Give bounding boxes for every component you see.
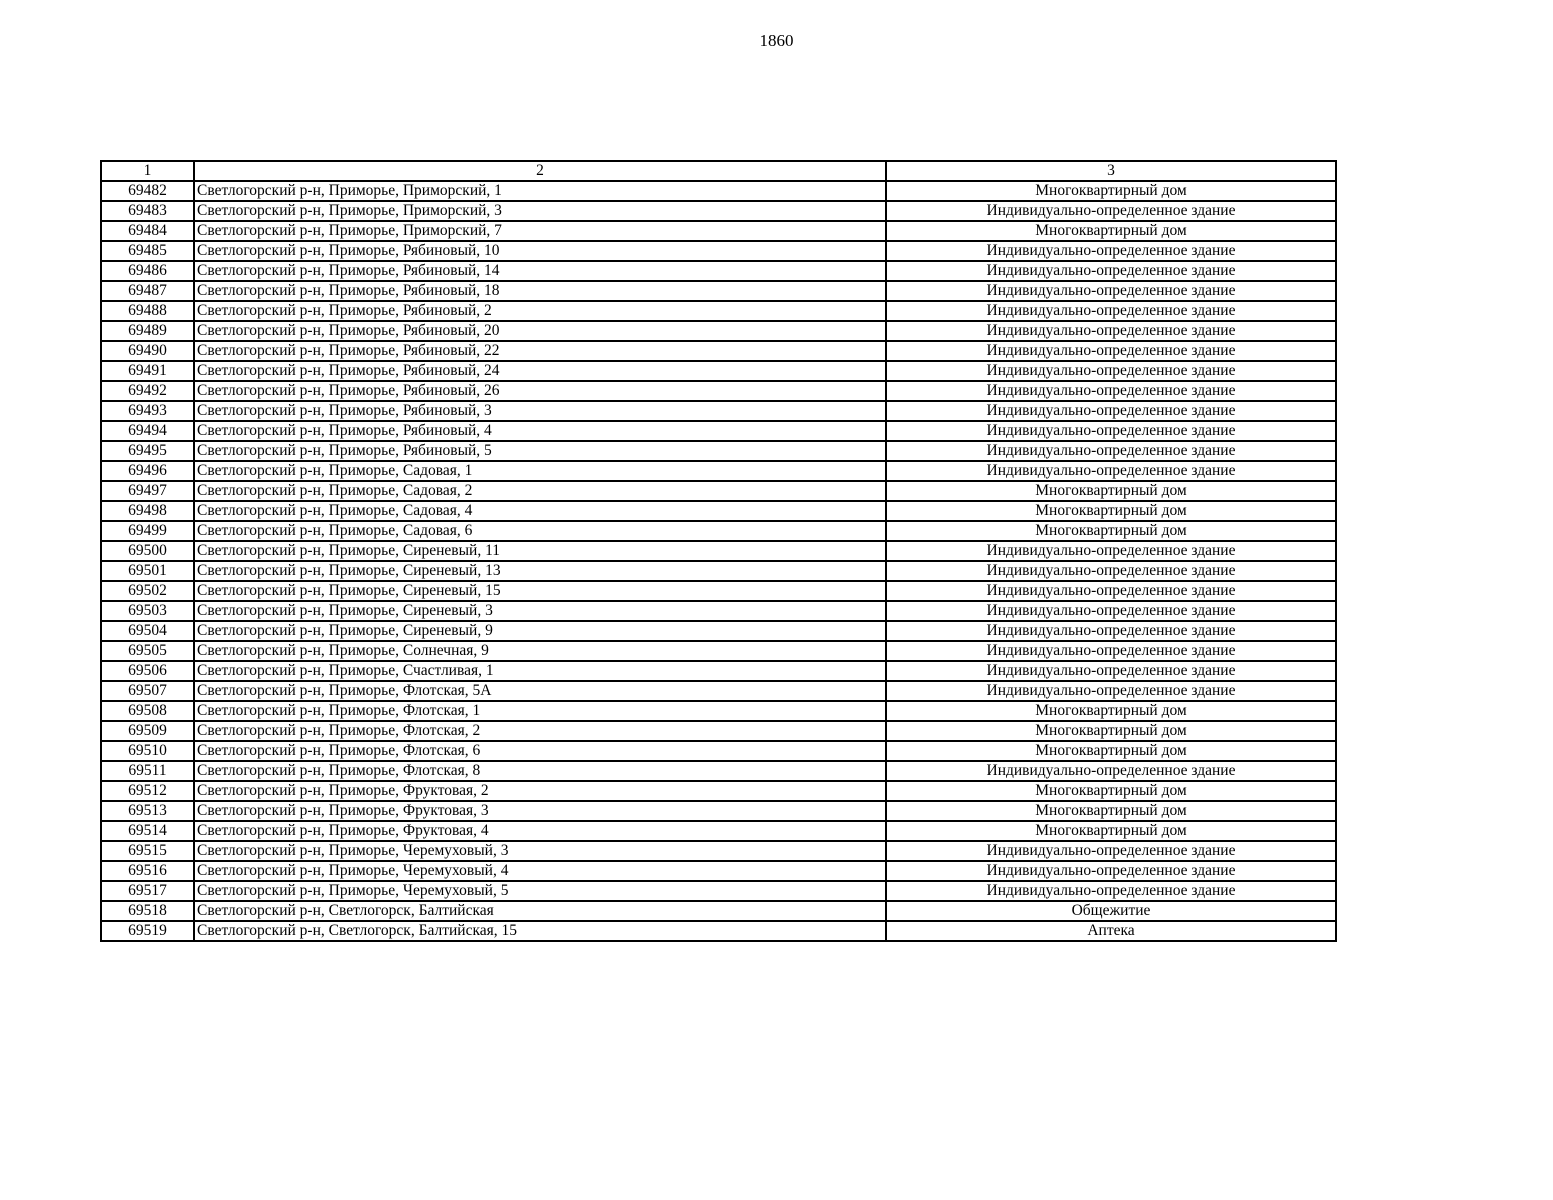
building-type-cell: Общежитие <box>886 901 1336 921</box>
table-row <box>101 901 1336 921</box>
table-row <box>101 801 1336 821</box>
row-id-cell: 69496 <box>101 461 194 481</box>
row-id-cell: 69501 <box>101 561 194 581</box>
table-row <box>101 341 1336 361</box>
table-body <box>101 181 1336 941</box>
building-type-cell: Индивидуально-определенное здание <box>886 401 1336 421</box>
building-type-cell: Индивидуально-определенное здание <box>886 361 1336 381</box>
row-id-cell: 69503 <box>101 601 194 621</box>
building-type-cell: Многоквартирный дом <box>886 481 1336 501</box>
column-number-row <box>101 161 1336 181</box>
table-row <box>101 281 1336 301</box>
table-row <box>101 561 1336 581</box>
table-row <box>101 581 1336 601</box>
row-id-cell: 69491 <box>101 361 194 381</box>
address-cell: Светлогорский р-н, Приморье, Садовая, 6 <box>194 521 886 541</box>
row-id-cell: 69504 <box>101 621 194 641</box>
table-row <box>101 541 1336 561</box>
row-id-cell: 69488 <box>101 301 194 321</box>
table-row <box>101 181 1336 201</box>
row-id-cell: 69508 <box>101 701 194 721</box>
address-cell: Светлогорский р-н, Приморье, Счастливая, 1 <box>194 661 886 681</box>
row-id-cell: 69506 <box>101 661 194 681</box>
row-id-cell: 69502 <box>101 581 194 601</box>
building-type-cell: Индивидуально-определенное здание <box>886 861 1336 881</box>
row-id-cell: 69507 <box>101 681 194 701</box>
table-row <box>101 741 1336 761</box>
address-cell: Светлогорский р-н, Приморье, Флотская, 2 <box>194 721 886 741</box>
table-row <box>101 621 1336 641</box>
row-id-cell: 69493 <box>101 401 194 421</box>
address-cell: Светлогорский р-н, Приморье, Рябиновый, 24 <box>194 361 886 381</box>
address-cell: Светлогорский р-н, Приморье, Фруктовая, 4 <box>194 821 886 841</box>
address-cell: Светлогорский р-н, Светлогорск, Балтийская, 15 <box>194 921 886 941</box>
table-row <box>101 441 1336 461</box>
table-row <box>101 821 1336 841</box>
building-type-cell: Индивидуально-определенное здание <box>886 661 1336 681</box>
building-type-cell: Индивидуально-определенное здание <box>886 681 1336 701</box>
address-cell: Светлогорский р-н, Светлогорск, Балтийская <box>194 901 886 921</box>
building-type-cell: Многоквартирный дом <box>886 821 1336 841</box>
address-cell: Светлогорский р-н, Приморье, Садовая, 2 <box>194 481 886 501</box>
address-cell: Светлогорский р-н, Приморье, Солнечная, 9 <box>194 641 886 661</box>
table-row <box>101 381 1336 401</box>
address-cell: Светлогорский р-н, Приморье, Черемуховый, 4 <box>194 861 886 881</box>
building-type-cell: Индивидуально-определенное здание <box>886 421 1336 441</box>
row-id-cell: 69519 <box>101 921 194 941</box>
table-row <box>101 881 1336 901</box>
row-id-cell: 69505 <box>101 641 194 661</box>
address-cell: Светлогорский р-н, Приморье, Рябиновый, 5 <box>194 441 886 461</box>
building-type-cell: Индивидуально-определенное здание <box>886 441 1336 461</box>
row-id-cell: 69485 <box>101 241 194 261</box>
table-row <box>101 681 1336 701</box>
address-cell: Светлогорский р-н, Приморье, Садовая, 1 <box>194 461 886 481</box>
row-id-cell: 69495 <box>101 441 194 461</box>
row-id-cell: 69510 <box>101 741 194 761</box>
building-type-cell: Многоквартирный дом <box>886 801 1336 821</box>
address-cell: Светлогорский р-н, Приморье, Рябиновый, 22 <box>194 341 886 361</box>
table-row <box>101 201 1336 221</box>
table-row <box>101 481 1336 501</box>
row-id-cell: 69492 <box>101 381 194 401</box>
table-row <box>101 501 1336 521</box>
address-cell: Светлогорский р-н, Приморье, Приморский, 1 <box>194 181 886 201</box>
building-type-cell: Индивидуально-определенное здание <box>886 201 1336 221</box>
column-number-3: 3 <box>886 161 1336 181</box>
building-type-cell: Аптека <box>886 921 1336 941</box>
building-type-cell: Индивидуально-определенное здание <box>886 601 1336 621</box>
row-id-cell: 69511 <box>101 761 194 781</box>
building-type-cell: Индивидуально-определенное здание <box>886 841 1336 861</box>
building-type-cell: Многоквартирный дом <box>886 221 1336 241</box>
building-type-cell: Индивидуально-определенное здание <box>886 261 1336 281</box>
table-row <box>101 921 1336 941</box>
row-id-cell: 69487 <box>101 281 194 301</box>
row-id-cell: 69500 <box>101 541 194 561</box>
building-type-cell: Индивидуально-определенное здание <box>886 581 1336 601</box>
address-cell: Светлогорский р-н, Приморье, Рябиновый, 10 <box>194 241 886 261</box>
building-type-cell: Индивидуально-определенное здание <box>886 341 1336 361</box>
table-row <box>101 781 1336 801</box>
building-type-cell: Индивидуально-определенное здание <box>886 561 1336 581</box>
address-cell: Светлогорский р-н, Приморье, Рябиновый, 26 <box>194 381 886 401</box>
address-cell: Светлогорский р-н, Приморье, Рябиновый, 2 <box>194 301 886 321</box>
building-type-cell: Индивидуально-определенное здание <box>886 281 1336 301</box>
address-cell: Светлогорский р-н, Приморье, Флотская, 5А <box>194 681 886 701</box>
table-row <box>101 601 1336 621</box>
page-number: 1860 <box>759 31 794 50</box>
address-cell: Светлогорский р-н, Приморье, Черемуховый, 3 <box>194 841 886 861</box>
row-id-cell: 69483 <box>101 201 194 221</box>
address-cell: Светлогорский р-н, Приморье, Фруктовая, 3 <box>194 801 886 821</box>
row-id-cell: 69484 <box>101 221 194 241</box>
address-cell: Светлогорский р-н, Приморье, Рябиновый, 14 <box>194 261 886 281</box>
table-row <box>101 661 1336 681</box>
building-type-cell: Индивидуально-определенное здание <box>886 761 1336 781</box>
address-cell: Светлогорский р-н, Приморье, Сиреневый, 9 <box>194 621 886 641</box>
column-number-1: 1 <box>101 161 194 181</box>
address-cell: Светлогорский р-н, Приморье, Садовая, 4 <box>194 501 886 521</box>
building-type-cell: Многоквартирный дом <box>886 501 1336 521</box>
building-type-cell: Индивидуально-определенное здание <box>886 461 1336 481</box>
building-type-cell: Индивидуально-определенное здание <box>886 321 1336 341</box>
table-row <box>101 841 1336 861</box>
table-row <box>101 761 1336 781</box>
address-cell: Светлогорский р-н, Приморье, Приморский, 3 <box>194 201 886 221</box>
building-type-cell: Индивидуально-определенное здание <box>886 881 1336 901</box>
table-row <box>101 241 1336 261</box>
table-row <box>101 361 1336 381</box>
building-type-cell: Многоквартирный дом <box>886 181 1336 201</box>
building-type-cell: Многоквартирный дом <box>886 741 1336 761</box>
address-cell: Светлогорский р-н, Приморье, Сиреневый, 3 <box>194 601 886 621</box>
building-type-cell: Индивидуально-определенное здание <box>886 541 1336 561</box>
table-row <box>101 221 1336 241</box>
table-row <box>101 861 1336 881</box>
row-id-cell: 69514 <box>101 821 194 841</box>
address-cell: Светлогорский р-н, Приморье, Приморский, 7 <box>194 221 886 241</box>
table-row <box>101 701 1336 721</box>
row-id-cell: 69518 <box>101 901 194 921</box>
table-row <box>101 461 1336 481</box>
table-row <box>101 721 1336 741</box>
property-table <box>100 160 1337 942</box>
row-id-cell: 69497 <box>101 481 194 501</box>
address-cell: Светлогорский р-н, Приморье, Фруктовая, 2 <box>194 781 886 801</box>
building-type-cell: Многоквартирный дом <box>886 781 1336 801</box>
table-row <box>101 261 1336 281</box>
row-id-cell: 69515 <box>101 841 194 861</box>
address-cell: Светлогорский р-н, Приморье, Рябиновый, 18 <box>194 281 886 301</box>
row-id-cell: 69509 <box>101 721 194 741</box>
address-cell: Светлогорский р-н, Приморье, Сиреневый, 11 <box>194 541 886 561</box>
row-id-cell: 69512 <box>101 781 194 801</box>
address-cell: Светлогорский р-н, Приморье, Черемуховый, 5 <box>194 881 886 901</box>
address-cell: Светлогорский р-н, Приморье, Сиреневый, 15 <box>194 581 886 601</box>
row-id-cell: 69513 <box>101 801 194 821</box>
building-type-cell: Многоквартирный дом <box>886 521 1336 541</box>
table-row <box>101 321 1336 341</box>
table-row <box>101 641 1336 661</box>
table-row <box>101 421 1336 441</box>
building-type-cell: Индивидуально-определенное здание <box>886 381 1336 401</box>
table-row <box>101 301 1336 321</box>
building-type-cell: Индивидуально-определенное здание <box>886 241 1336 261</box>
address-cell: Светлогорский р-н, Приморье, Рябиновый, 20 <box>194 321 886 341</box>
row-id-cell: 69494 <box>101 421 194 441</box>
table-row <box>101 401 1336 421</box>
row-id-cell: 69482 <box>101 181 194 201</box>
address-cell: Светлогорский р-н, Приморье, Рябиновый, 3 <box>194 401 886 421</box>
row-id-cell: 69517 <box>101 881 194 901</box>
table-row <box>101 521 1336 541</box>
building-type-cell: Индивидуально-определенное здание <box>886 621 1336 641</box>
building-type-cell: Многоквартирный дом <box>886 701 1336 721</box>
address-cell: Светлогорский р-н, Приморье, Рябиновый, 4 <box>194 421 886 441</box>
row-id-cell: 69499 <box>101 521 194 541</box>
row-id-cell: 69486 <box>101 261 194 281</box>
row-id-cell: 69489 <box>101 321 194 341</box>
address-cell: Светлогорский р-н, Приморье, Сиреневый, 13 <box>194 561 886 581</box>
building-type-cell: Индивидуально-определенное здание <box>886 641 1336 661</box>
row-id-cell: 69490 <box>101 341 194 361</box>
address-cell: Светлогорский р-н, Приморье, Флотская, 6 <box>194 741 886 761</box>
column-number-2: 2 <box>194 161 886 181</box>
address-cell: Светлогорский р-н, Приморье, Флотская, 8 <box>194 761 886 781</box>
building-type-cell: Индивидуально-определенное здание <box>886 301 1336 321</box>
building-type-cell: Многоквартирный дом <box>886 721 1336 741</box>
address-cell: Светлогорский р-н, Приморье, Флотская, 1 <box>194 701 886 721</box>
row-id-cell: 69498 <box>101 501 194 521</box>
row-id-cell: 69516 <box>101 861 194 881</box>
